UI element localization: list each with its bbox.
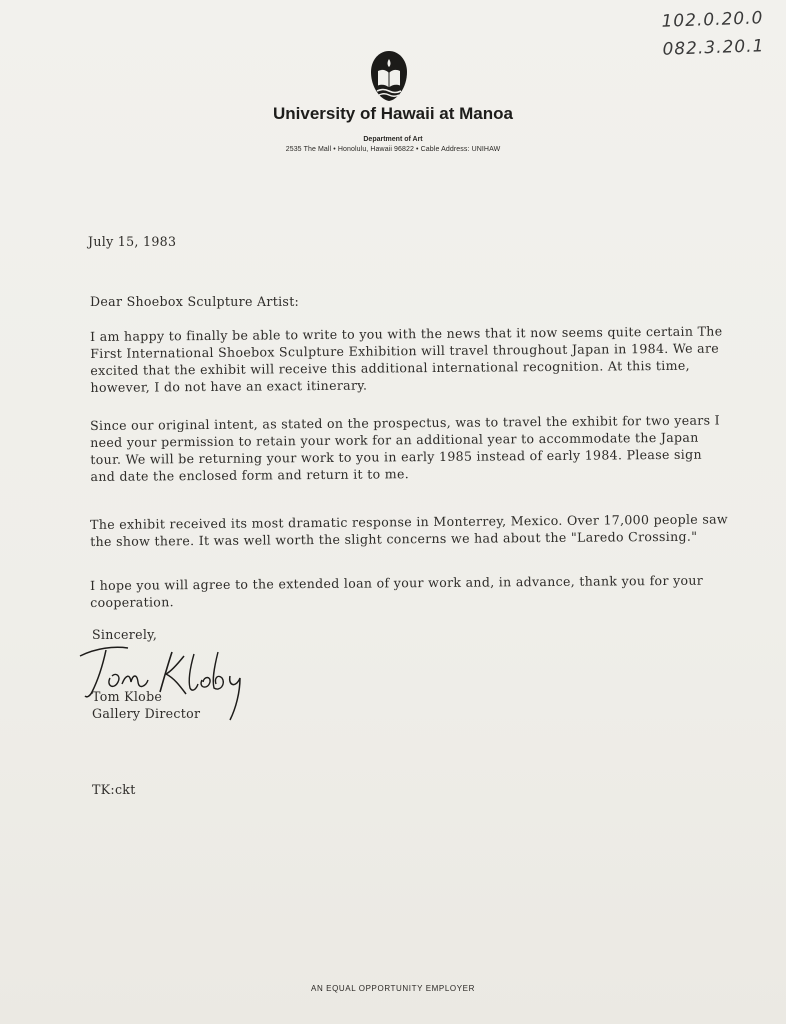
department-name: Department of Art [363, 136, 423, 143]
university-seal-icon [370, 50, 408, 102]
paragraph-1: I am happy to finally be able to write to you with the news that it now seems quite certain The First International Shoebox Sculpture Exhibition will travel throughout Japan in 1984. We are excited that the exhibit will receive this additional international recognition. At this time, however, I do not have an exact itinerary. [90, 323, 723, 395]
department-address: 2535 The Mall • Honolulu, Hawaii 96822 • Cable Address: UNIHAW [285, 146, 501, 153]
paragraph-2: Since our original intent, as stated on the prospectus, was to travel the exhibit for two years I need your permission to retain your work for an additional year to accommodate the Japan tour. We will be returning your work to you in early 1985 instead of early 1984. Please sign and date the enclosed form and return it to me. [90, 412, 720, 484]
signer-name: Tom Klobe [92, 689, 163, 704]
accession-number-1: 102.0.20.0 [661, 8, 764, 32]
university-name: University of Hawaii at Manoa [273, 104, 513, 123]
accession-number-2: 082.3.20.1 [662, 36, 765, 60]
typist-initials: TK:ckt [92, 782, 136, 797]
closing: Sincerely, [92, 627, 158, 642]
paragraph-3: The exhibit received its most dramatic response in Monterrey, Mexico. Over 17,000 people saw the show there. It was well worth the slight concerns we had about the "Laredo Crossing." [90, 511, 729, 549]
letter-date: July 15, 1983 [88, 234, 177, 249]
paragraph-4: I hope you will agree to the extended loan of your work and, in advance, thank you for your cooperation. [90, 572, 704, 610]
accession-numbers [661, 4, 765, 64]
footer-equal-opportunity: AN EQUAL OPPORTUNITY EMPLOYER [311, 984, 475, 993]
salutation: Dear Shoebox Sculpture Artist: [90, 294, 300, 309]
signer-title: Gallery Director [92, 706, 201, 721]
